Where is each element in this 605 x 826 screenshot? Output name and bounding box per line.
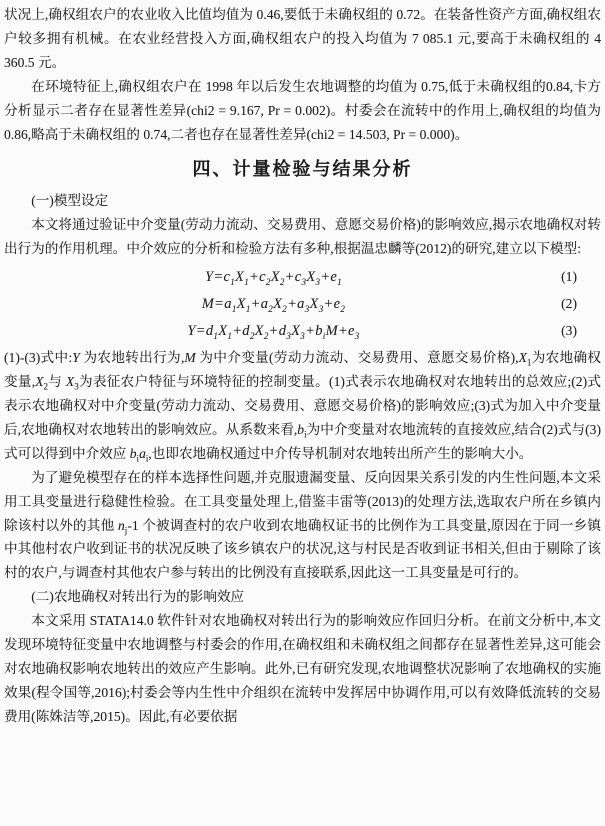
equation: $Y=c_1X_1+c_2X_2+c_3X_3+e_1$ [205,269,342,288]
equation-number: (3) [561,323,577,339]
section-heading: 四、计量检验与结果分析 [192,159,413,180]
paragraph: 为了避免模型存在的样本选择性问题,并克服遗漏变量、反向因果关系引发的内生性问题,本文采用工具变量进行稳健性检验。在工具变量处理上,借鉴丰雷等(2013)的处理方法,选取农户所在乡镇内除该村以外的其他 $n_j-1$ 个被调查村的农户收到农地确权证书的比例作为工具变量,原因在于同一乡镇中其他村农户收到证书的状况反映了该乡镇农户的状况,这与村民是否收到证书相关,但由于剔除了该村的农户,与调查村其他农户参与转出的比例没有直接联系,因此这一工具变量是可行的。 [4,469,601,581]
subsection-heading: (二)农地确权对转出行为的影响效应 [31,589,245,605]
paragraph: 本文将通过验证中介变量(劳动力流动、交易费用、意愿交易价格)的影响效应,揭示农地确权对转出行为的作用机理。中介效应的分析和检验方法有多种,根据温忠麟等(2012)的研究,建立以下模型: [4,217,601,257]
equation-number: (2) [561,296,577,312]
equation: $M=a_1X_1+a_2X_2+a_3X_3+e_2$ [201,296,346,315]
paragraph: 本文采用 STATA14.0 软件针对农地确权对转出行为的影响效应作回归分析。在前文分析中,本文发现环境特征变量中农地调整与村委会的作用,在确权组和未确权组之间都存在显著性差异,这可能会对农地确权影响农地转出的效应产生影响。此外,已有研究发现,农地调整状况影响了农地确权的实施效果(程令国等,2016);村委会等内生性中介组织在流转中发挥居中协调作用,可以有效降低流转的交易费用(陈姝洁等,2015)。因此,有必要依据 [4,613,601,724]
equation-row [4,290,601,317]
paragraph: 状况上,确权组农户的农业收入比值均值为 0.46,要低于未确权组的 0.72。在装备性资产方面,确权组农户较多拥有机械。在农业经营投入方面,确权组农户的投入均值为 7 085.1 元,要高于未确权组的 4 360.5 元。 [4,7,601,70]
equation-block [4,263,601,344]
paragraph: 在环境特征上,确权组农户在 1998 年以后发生农地调整的均值为 0.75,低于未确权组的0.84,卡方分析显示二者存在显著性差异(chi2 = 9.167, Pr = 0.002)。村委会在流转中的作用上,确权组的均值为 0.86,略高于未确权组的 0.74,二者也存在显著性差异(chi2 = 14.503, Pr = 0.000)。 [4,78,601,142]
subsection-heading: (一)模型设定 [31,193,109,209]
equation-row [4,317,601,344]
equation-number: (1) [561,269,577,285]
paragraph: (1)-(3)式中:Y 为农地转出行为,M 为中介变量(劳动力流动、交易费用、意愿交易价格)$,X_1$为农地确权变量$,X_2$与 $X_3$为表征农户特征与环境特征的控制变量。(1)式表示农地确权对农地转出的总效应;(2)式表示农地确权对中介变量(劳动力流动、交易费用、意愿交易价格)的影响效应;(3)式为加入中介变量后,农地确权对农地转出的影响效应。从系数来看$,b_i$为中介变量对农地流转的直接效应,结合(2)式与(3)式可以得到中介效应 $b_ia_i$,也即农地确权通过中介传导机制对农地转出所产生的影响大小。 [4,350,602,464]
equation: $Y=d_1X_1+d_2X_2+d_3X_3+b_iM+e_3$ [187,323,360,342]
equation-row [4,263,601,290]
